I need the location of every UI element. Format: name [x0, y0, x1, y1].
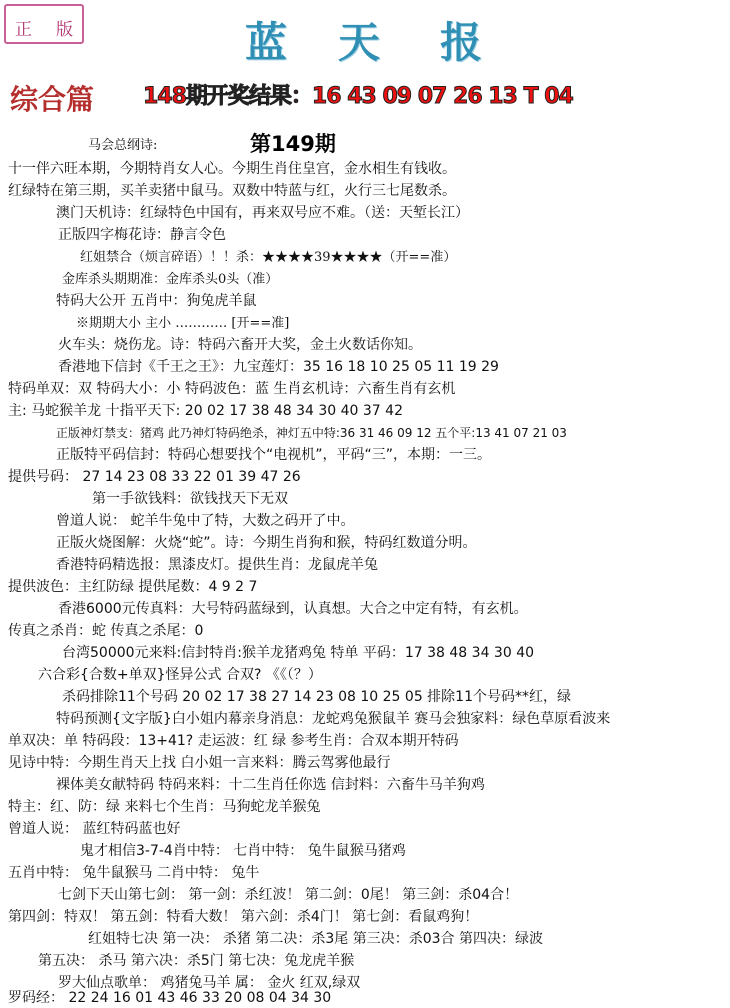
- text-line: 十一伴六旺本期，今期特肖女人心。今期生肖住皇宫，金水相生有钱收。: [8, 161, 456, 177]
- text-line: 火车头：烧伤龙。诗：特码六畜开大奖，金土火数话你知。: [58, 337, 422, 353]
- badge-char-right: 版: [56, 20, 73, 40]
- text-line: 提供号码： 27 14 23 08 33 22 01 39 47 26: [8, 469, 301, 485]
- issue-number: 第149期: [250, 132, 336, 156]
- text-line: 特码大公开 五肖中：狗兔虎羊鼠: [56, 293, 257, 309]
- text-line: 正版神灯禁支：猪鸡 此乃神灯特码绝杀，神灯五中特:36 31 46 09 12 五个平:13 41 07 21 03: [56, 426, 567, 440]
- text-line: 澳门天机诗：红绿特色中国有，再来双号应不难。（送：天堑长江）: [56, 205, 469, 221]
- section-title: 综合篇: [10, 83, 95, 116]
- badge-char-left: 正: [15, 20, 32, 40]
- text-line: 特主：红、防：绿 来料七个生肖：马狗蛇龙羊猴兔: [8, 799, 321, 815]
- text-line: 六合彩{合数+单双}怪异公式 合双? 《《（？）: [38, 667, 322, 683]
- text-line: 台湾50000元来料:信封特肖:猴羊龙猪鸡兔 特单 平码：17 38 48 34 30 40: [62, 645, 535, 661]
- text-line: 正版四字梅花诗：静言令色: [58, 227, 226, 243]
- text-line: 提供波色：主红防绿 提供尾数：4 9 2 7: [8, 579, 258, 595]
- text-line: 杀码排除11个号码 20 02 17 38 27 14 23 08 10 25 05 排除11个号码**红，绿: [62, 689, 571, 705]
- text-line: 正版火烧图解：火烧“蛇”。诗：今期生肖狗和猴，特码红数道分明。: [56, 535, 477, 551]
- text-line: ※期期大小 主小 ………… [开==准]: [76, 316, 290, 331]
- text-line: 特码预测{文字版}白小姐内幕亲身消息：龙蛇鸡兔猴鼠羊 赛马会独家料：绿色草原看波来: [56, 711, 611, 727]
- text-line: 鬼才相信3-7-4肖中特： 七肖中特： 兔牛鼠猴马猪鸡: [80, 843, 406, 859]
- text-line: 主: 马蛇猴羊龙 十指平天下: 20 02 17 38 48 34 30 40 37 42: [8, 403, 403, 419]
- text-line: 曾道人说： 蓝红特码蓝也好: [8, 821, 181, 837]
- text-line: 传真之杀肖：蛇 传真之杀尾：0: [8, 623, 204, 639]
- text-line: 裸体美女献特码 特码来料：十二生肖任你选 信封料：六畜牛马羊狗鸡: [56, 777, 485, 793]
- text-line: 香港地下信封《千王之王》：九宝莲灯：35 16 18 10 25 05 11 19 29: [58, 359, 499, 375]
- text-line: 红姐特七决 第一决： 杀猪 第二决：杀3尾 第三决：杀03合 第四决：绿波: [88, 931, 543, 947]
- text-line: 罗码经： 22 24 16 01 43 46 33 20 08 04 34 30: [8, 990, 332, 1006]
- title-char-1: 蓝: [245, 18, 290, 67]
- text-line: 单双决：单 特码段：13+41? 走运波：红 绿 参考生肖：合双本期开特码: [8, 733, 459, 749]
- text-line: 正版特平码信封：特码心想要找个“电视机”，平码“三”，本期：一三。: [56, 447, 492, 463]
- text-line: 第五决： 杀马 第六决：杀5门 第七决：兔龙虎羊猴: [38, 953, 355, 969]
- text-line: 第四剑：特双！ 第五剑：特看大数！ 第六剑：杀4门！ 第七剑：看鼠鸡狗！: [8, 909, 479, 925]
- text-line: 红姐禁合（烦言碎语）！！杀：★★★★39★★★★（开==准）: [80, 250, 457, 265]
- text-line: 第一手欲钱料：欲钱找天下无双: [92, 491, 288, 507]
- text-line: 七剑下天山第七剑： 第一剑：杀红波！ 第二剑：0尾！ 第三剑：杀04合！: [58, 887, 519, 903]
- text-line: 金库杀头期期准：金库杀头0头（准）: [62, 272, 279, 287]
- text-line: 马会总纲诗:: [88, 138, 158, 153]
- text-line: 罗大仙点歌单： 鸡猪兔马羊 属： 金火 红双,绿双: [58, 975, 361, 991]
- title-char-3: 报: [440, 18, 485, 67]
- genuine-edition-badge: [4, 4, 84, 44]
- title-char-2: 天: [338, 18, 383, 67]
- text-line: 红绿特在第三期，买羊卖猪中鼠马。双数中特蓝与红，火行三七尾数杀。: [8, 183, 456, 199]
- draw-result: 148期开奖结果：16 43 09 07 26 13 T 04: [143, 84, 573, 109]
- text-line: 曾道人说： 蛇羊牛兔中了特，大数之码开了中。: [56, 513, 355, 529]
- text-line: 特码单双：双 特码大小：小 特码波色：蓝 生肖玄机诗：六畜生肖有玄机: [8, 381, 456, 397]
- text-line: 见诗中特：今期生肖天上找 白小姐一言来料：腾云驾雾他最行: [8, 755, 391, 771]
- text-line: 香港6000元传真料：大号特码蓝绿到，认真想。大合之中定有特，有玄机。: [58, 601, 528, 617]
- text-line: 香港特码精选报：黑漆皮灯。提供生肖：龙鼠虎羊兔: [56, 557, 378, 573]
- text-line: 五肖中特： 兔牛鼠猴马 二肖中特： 兔牛: [8, 865, 260, 881]
